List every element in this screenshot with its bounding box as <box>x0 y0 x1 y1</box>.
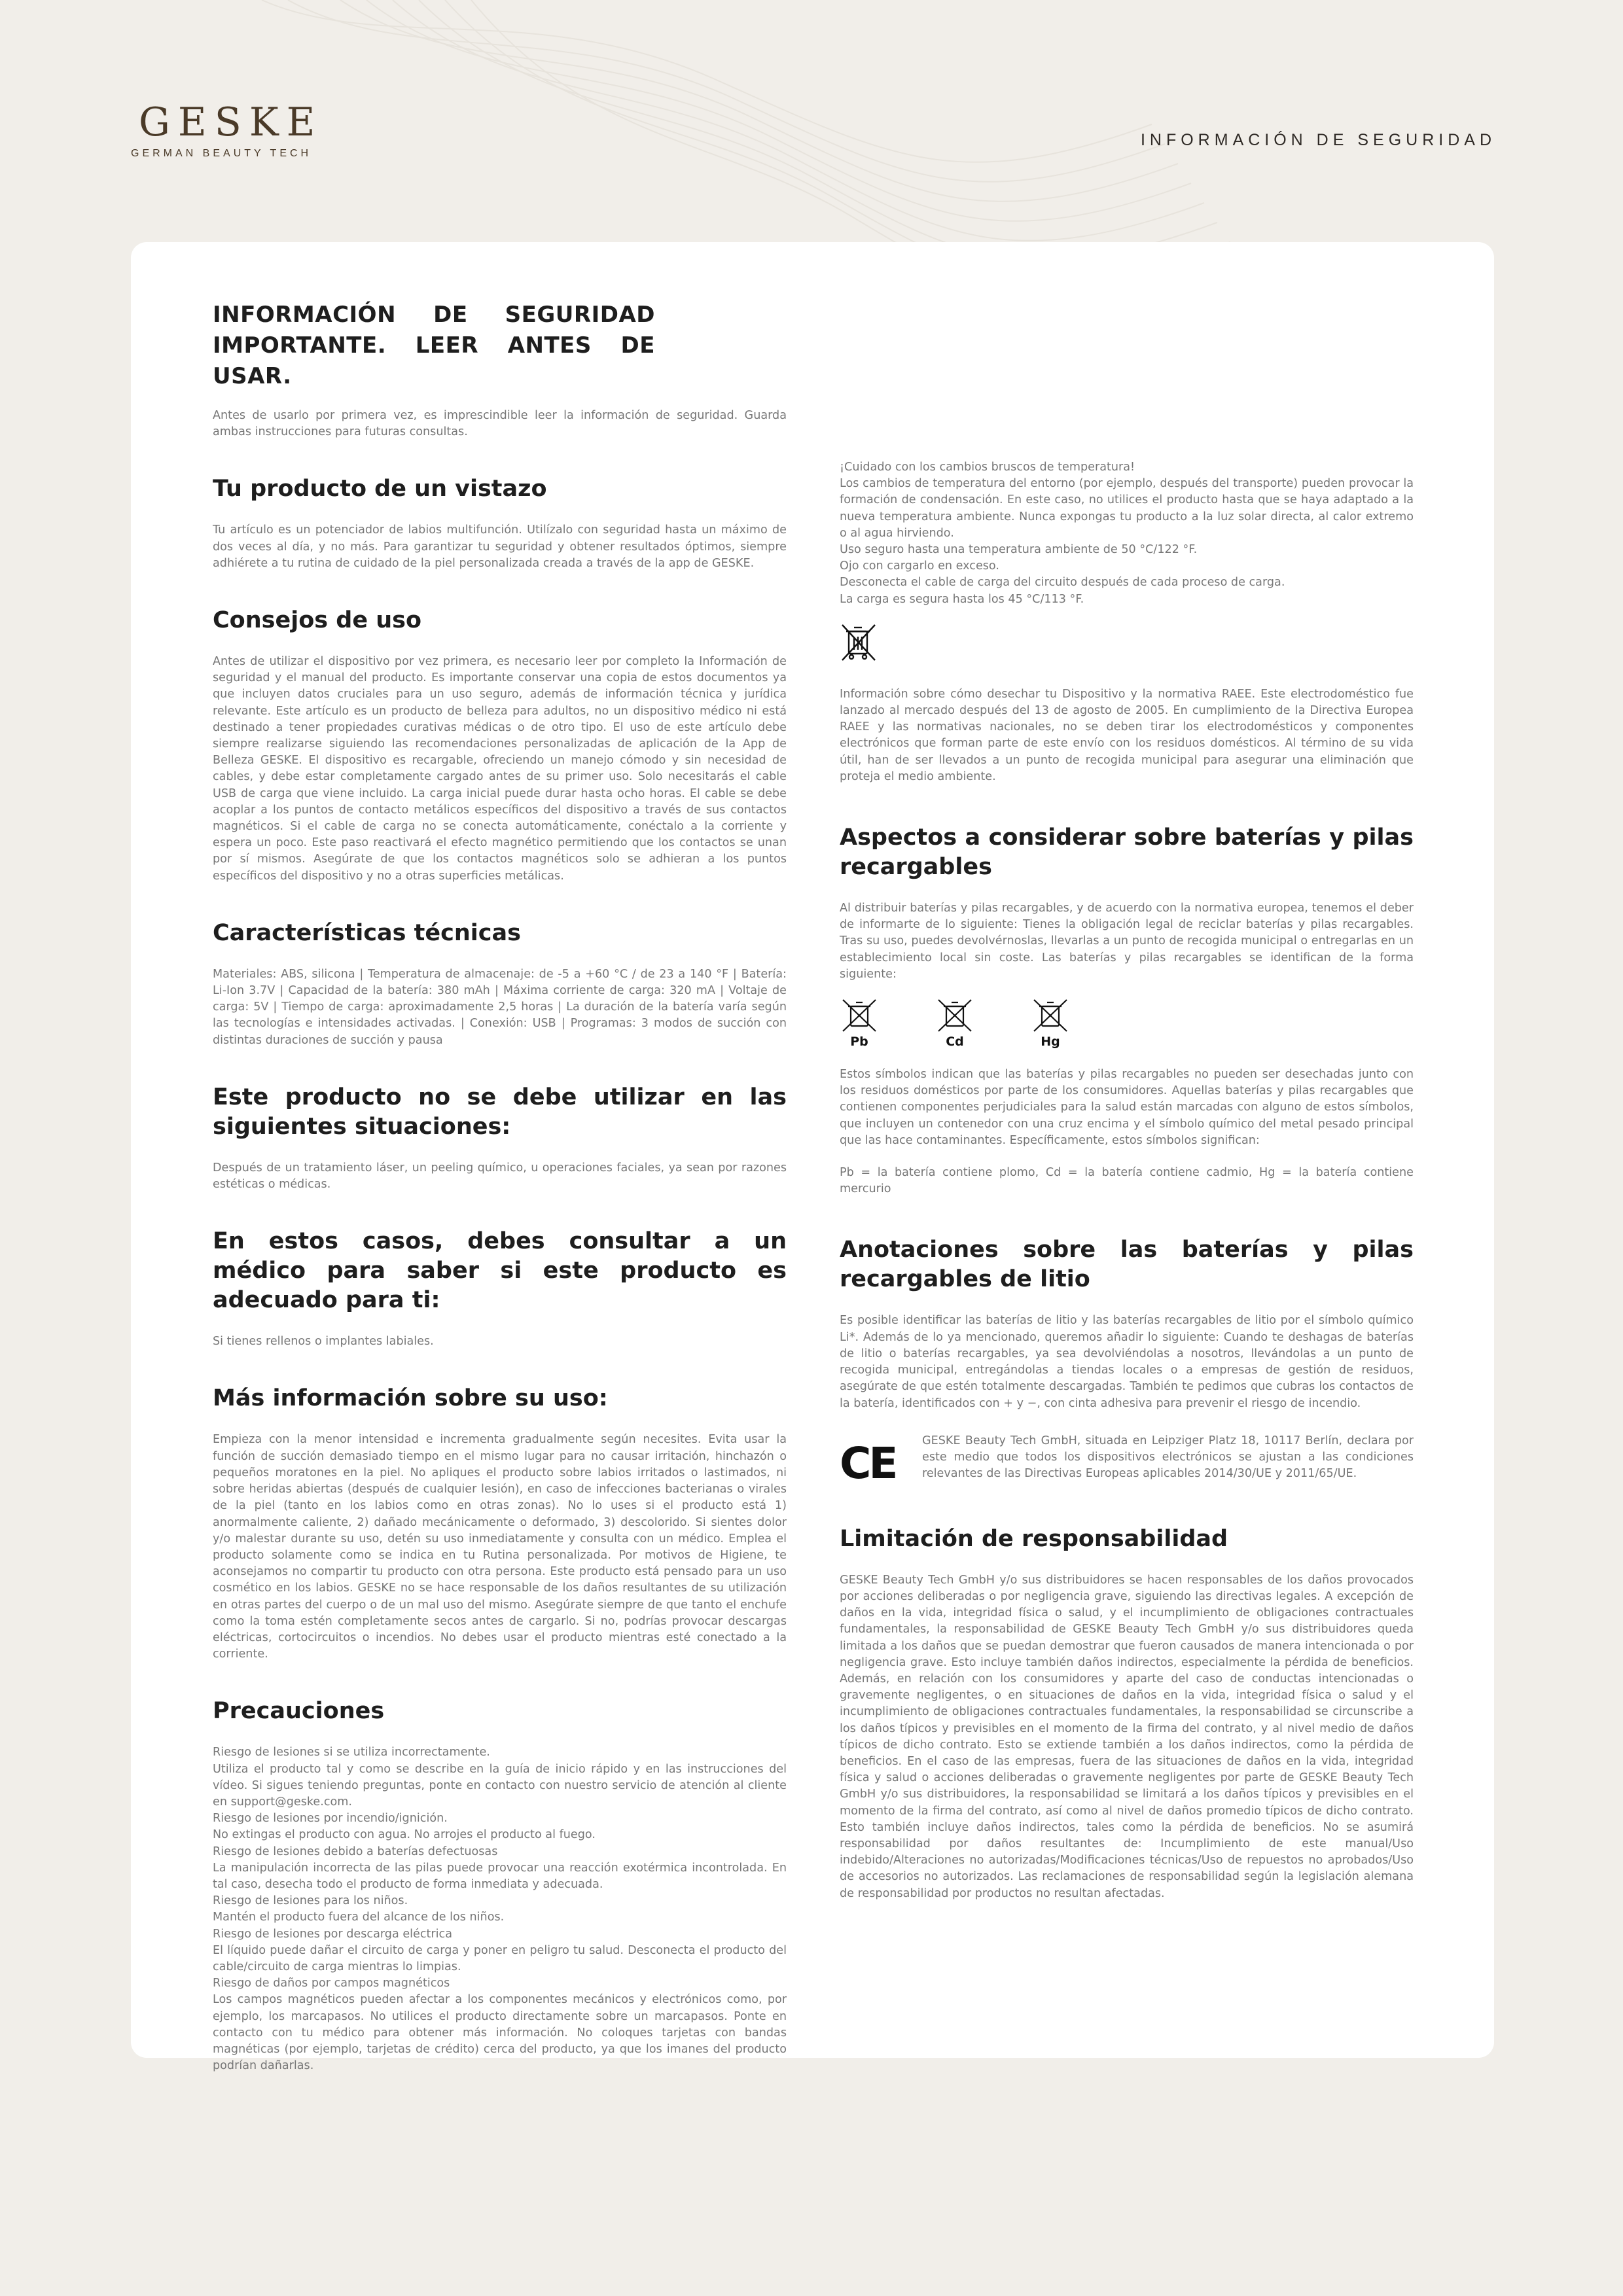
precaution-line: Riesgo de lesiones debido a baterías defectuosas <box>213 1845 498 1858</box>
intro-text: Antes de usarlo por primera vez, es imprescindible leer la información de seguridad. Guarda ambas instrucciones para futuras consultas. <box>213 409 787 439</box>
battery-symbol-label: Pb <box>850 1034 868 1050</box>
section-heading-overview: Tu producto de un vistazo <box>213 476 547 503</box>
precaution-line: Utiliza el producto tal y como se describe en la guía de inicio rápido y en las instrucciones del vídeo. Si sigues teniendo preguntas, ponte en contacto con nuestro servicio de atención al cliente en support@geske.com. <box>213 1762 787 1809</box>
section-heading-contraindications: Este producto no se debe utilizar en las siguientes situaciones: <box>213 1084 787 1140</box>
section-text-batteries-symbols: Estos símbolos indican que las baterías y pilas recargables no pueden ser desechadas junto con los residuos domésticos por parte de los consumidores. Aquellas baterías y pilas recargables que contienen componentes perjudiciales para la salud están marcadas con alguno de estos símbolos, que incluyen un contenedor con una cruz encima y el símbolo químico del metal pesado principal que las hace contaminantes. Específicamente, estos símbolos significan: <box>840 1068 1414 1147</box>
section-text-overview: Tu artículo es un potenciador de labios multifunción. Utilízalo con seguridad hasta un máximo de dos veces al día, y no más. Para garantizar tu seguridad y obtener resultados óptimos, siempre adhiérete a tu rutina de cuidado de la piel personalizada creada a través de la app de GESKE. <box>213 523 787 570</box>
battery-symbol-label: Hg <box>1041 1034 1060 1050</box>
precautions-list <box>213 1744 787 2074</box>
precaution-line: Riesgo de daños por campos magnéticos <box>213 1977 450 1990</box>
section-text-technical: Materiales: ABS, silicona | Temperatura de almacenaje: de -5 a +60 °C / de 23 a 140 °F | Batería: Li-Ion 3.7V | Capacidad de la batería: 380 mAh | Máxima corriente de carga: 320 mA | Voltaje de carga: 5V | Tiempo de carga: aproximadamente 2,5 horas | La duración de la batería varía según las tecnologías e intensidades activadas. | Conexión: USB | Programas: 3 modos de succión con distintas duraciones de succión y pausa <box>213 967 787 1047</box>
section-heading-consult-doctor: En estos casos, debes consultar a un médico para saber si este producto es adecuado para ti: <box>213 1228 787 1314</box>
crossed-bin-icon <box>1031 998 1070 1033</box>
section-text-batteries: Al distribuir baterías y pilas recargables, y de acuerdo con la normativa europea, tenemos el deber de informarte de lo siguiente: Tienes la obligación legal de reciclar baterías y pilas recargables. Tras su uso, puedes devolvérnoslas, llevarlas a un punto de recogida municipal o entregarlas en un establecimiento local sin coste. Las baterías y pilas recargables se identifican de la forma siguiente: <box>840 902 1414 981</box>
temperature-line: Los cambios de temperatura del entorno (por ejemplo, después del transporte) pueden provocar la formación de condensación. En este caso, no utilices el producto hasta que se haya adaptado a la nueva temperatura ambiente. Nunca expongas tu producto a la luz solar directa, al calor extremo o al agua hirviendo. <box>840 477 1414 540</box>
ce-declaration <box>840 1433 1414 1487</box>
brand-tagline: GERMAN BEAUTY TECH <box>131 148 312 159</box>
content-card <box>131 242 1494 2073</box>
temperature-line: La carga es segura hasta los 45 °C/113 °F. <box>840 592 1084 606</box>
brand-logo <box>131 99 323 160</box>
page-title: INFORMACIÓN DE SEGURIDAD IMPORTANTE. LEER ANTES DE USAR. <box>213 302 655 389</box>
precaution-line: Mantén el producto fuera del alcance de los niños. <box>213 1911 505 1924</box>
battery-symbol-label: Cd <box>946 1034 964 1050</box>
section-text-lithium: Es posible identificar las baterías de litio y las baterías recargables de litio por el símbolo químico Li*. Además de lo ya mencionado, queremos añadir lo siguiente: Cuando te deshagas de baterías de litio o baterías recargables, ya sea devolviéndolas a nosotros, llevándolas a un punto de recogida municipal, entregándolas a tiendas locales o a empresas de gestión de residuos, asegúrate de que estén totalmente descargadas. También te pedimos que cubras los contactos de la batería, identificados con + y −, con cinta adhesiva para prevenir el riesgo de incendio. <box>840 1314 1414 1410</box>
section-heading-lithium: Anotaciones sobre las baterías y pilas recargables de litio <box>840 1237 1414 1293</box>
precaution-line: Riesgo de lesiones por descarga eléctrica <box>213 1927 452 1941</box>
precaution-line: Riesgo de lesiones por incendio/ignición. <box>213 1812 448 1826</box>
section-heading-precautions: Precauciones <box>213 1698 385 1725</box>
section-text-usage-tips: Antes de utilizar el dispositivo por vez primera, es necesario leer por completo la Información de seguridad y el manual del producto. Es importante conservar una copia de estos documentos ya que incluyen datos cruciales para un uso seguro, además de información técnica y jurídica relevante. Este artículo es un producto de belleza para adultos, no un dispositivo médico ni está destinado a tener propiedades curativas médicas o de otro tipo. El uso de este artículo debe siempre realizarse siguiendo las recomendaciones personalizadas de aplicación de la App de Belleza GESKE. El dispositivo es recargable, ofreciendo un manejo cómodo y sin necesidad de cables, y debe estar completamente cargado antes de su primer uso. Solo necesitarás el cable USB de carga que viene incluido. La carga inicial puede durar hasta ocho horas. El cable se debe acoplar a los puntos de contacto metálicos específicos del dispositivo a través de sus contactos magnéticos. Si el cable de carga no se conecta automáticamente, conéctalo a la corriente y espera un poco. Este paso reactivará el efecto magnético permitiendo que los contactos se unan por sí mismos. Asegúrate de que los contactos magnéticos solo se adhieran a los puntos específicos del dispositivo y no a otras superficies metálicas. <box>213 655 787 883</box>
section-heading-technical: Características técnicas <box>213 919 521 946</box>
battery-symbol-hg <box>1031 998 1070 1048</box>
section-heading-liability: Limitación de responsabilidad <box>840 1525 1228 1552</box>
header-title: INFORMACIÓN DE SEGURIDAD <box>1140 131 1496 149</box>
left-column <box>213 300 787 2074</box>
section-text-liability: GESKE Beauty Tech GmbH y/o sus distribuidores se hacen responsables de los daños provocados por acciones deliberadas o por negligencia grave, siguiendo las directivas legales. A excepción de daños en la vida, integridad física o salud, y el incumplimiento de obligaciones contractuales fundamentales, la responsabilidad de GESKE Beauty Tech GmbH y/o sus distribuidores queda limitada a los daños que se puedan demostrar que fueron causados de manera intencionada o por negligencia grave. Esto incluye también daños indirectos, especialmente la pérdida de beneficios. Además, en relación con los consumidores y aparte del caso de conductas intencionadas o gravemente negligentes, o en situaciones de daños en la vida, integridad física o salud y el incumplimiento de obligaciones contractuales fundamentales, la responsabilidad se circunscribe a los daños típicos y previsibles en el momento de la firma del contrato, y al nivel medio de daños típicos de dicho contrato. Esto se extiende también a los daños indirectos, como la pérdida de beneficios. En el caso de las empresas, fuera de las situaciones de daños en la vida, integridad física y salud o acciones deliberadas o gravemente negligentes por parte de GESKE Beauty Tech GmbH y/o sus distribuidores, la responsabilidad se limitará a los daños típicos y previsibles en el momento de la firma del contrato, así como al nivel de daños promedio típicos de dicho contrato. Esto también incluye daños indirectos, tales como la pérdida de beneficios. No se asumirá responsabilidad por daños resultantes de: Incumplimiento de este manual/Uso indebido/Alteraciones no autorizadas/Modificaciones técnicas/Uso de repuestos no aprobados/Uso de accesorios no autorizados. Las reclamaciones de responsabilidad según la legislación alemana de responsabilidad por productos no resultan afectadas. <box>840 1573 1414 1900</box>
precaution-line: La manipulación incorrecta de las pilas puede provocar una reacción exotérmica incontrolada. En tal caso, desecha todo el producto de forma inmediata y adecuada. <box>213 1861 787 1891</box>
precaution-line: Riesgo de lesiones para los niños. <box>213 1894 408 1908</box>
precaution-line: No extingas el producto con agua. No arrojes el producto al fuego. <box>213 1828 596 1842</box>
crossed-bin-icon <box>840 622 878 664</box>
crossed-bin-icon <box>935 998 974 1033</box>
precaution-line: El líquido puede dañar el circuito de carga y poner en peligro tu salud. Desconecta el producto del cable/circuito de carga mientras lo limpias. <box>213 1943 787 1973</box>
battery-symbol-pb <box>840 998 879 1048</box>
section-text-more-info: Empieza con la menor intensidad e incrementa gradualmente según necesites. Evita usar la función de succión demasiado tiempo en el mismo lugar para no causar irritación, hinchazón o pequeños moratones en la piel. No apliques el producto sobre labios irritados o lastimados, ni sobre heridas abiertas (después de cualquier lesión), en caso de infecciones bacterianas o virales de la piel (tanto en los labios como en otras zonas). No lo uses si el producto está 1) anormalmente caliente, 2) dañado mecánicamente o deformado, 3) descolorido. Si sientes dolor y/o malestar durante su uso, detén su uso inmediatamente y consulta con un médico. Emplea el producto solamente como se indica en tu Rutina personalizada. Por motivos de Higiene, te aconsejamos no compartir tu producto con otra persona. Este producto está pensado para un uso cosmético en los labios. GESKE no se hace responsable de los daños resultantes de su utilización en otras partes del cuerpo o de un mal uso del mismo. Asegúrate siempre de que tanto el enchufe como la toma estén completamente secos antes de cargarlo. Si no, podrías provocar descargas eléctricas, cortocircuitos o incendios. No debes usar el producto mientras esté conectado a la corriente. <box>213 1433 787 1661</box>
section-text-batteries-meaning: Pb = la batería contiene plomo, Cd = la batería contiene cadmio, Hg = la batería contiene mercurio <box>840 1166 1414 1196</box>
precaution-line: Los campos magnéticos pueden afectar a los componentes mecánicos y electrónicos como, por ejemplo, los marcapasos. No utilices el producto directamente sobre un marcapasos. Ponte en contacto con tu médico para obtener más información. No coloques tarjetas con bandas magnéticas (por ejemplo, tarjetas de crédito) cerca del producto, ya que los imanes del producto podrían dañarlas. <box>213 1993 787 2073</box>
section-heading-batteries: Aspectos a considerar sobre baterías y pilas recargables <box>840 824 1414 881</box>
section-heading-more-info: Más información sobre su uso: <box>213 1385 608 1412</box>
right-column <box>840 459 1414 1902</box>
ce-text: GESKE Beauty Tech GmbH, situada en Leipziger Platz 18, 10117 Berlín, declara por este medio que todos los dispositivos electrónicos se ajustan a las condiciones relevantes de las Directivas Europeas aplicables 2014/30/UE y 2011/65/UE. <box>922 1434 1414 1481</box>
temperature-line: Uso seguro hasta una temperatura ambiente de 50 °C/122 °F. <box>840 543 1198 557</box>
weee-text: Información sobre cómo desechar tu Dispositivo y la normativa RAEE. Este electrodoméstico fue lanzado al mercado después del 13 de agosto de 2005. En cumplimiento de la Directiva Europea RAEE y las normativas nacionales, no se deben tirar los electrodomésticos y componentes electrónicos que forman parte de este envío con los residuos domésticos. Al término de su vida útil, han de ser llevados a un punto de recogida municipal para asegurar una eliminación que proteja el medio ambiente. <box>840 687 1414 783</box>
crossed-bin-icon <box>840 998 879 1033</box>
temperature-notes <box>840 459 1414 608</box>
temperature-line: ¡Cuidado con los cambios bruscos de temperatura! <box>840 461 1135 474</box>
precaution-line: Riesgo de lesiones si se utiliza incorrectamente. <box>213 1746 490 1759</box>
temperature-line: Desconecta el cable de carga del circuito después de cada proceso de carga. <box>840 576 1285 590</box>
section-heading-usage-tips: Consejos de uso <box>213 607 422 634</box>
temperature-line: Ojo con cargarlo en exceso. <box>840 559 999 573</box>
battery-symbols <box>840 998 1414 1048</box>
battery-symbol-cd <box>935 998 974 1048</box>
section-text-contraindications: Después de un tratamiento láser, un peeling químico, u operaciones faciales, ya sean por razones estéticas o médicas. <box>213 1161 787 1192</box>
brand-name: GESKE <box>139 99 323 145</box>
ce-mark-icon: CE <box>840 1438 896 1489</box>
section-text-consult-doctor: Si tienes rellenos o implantes labiales. <box>213 1335 434 1349</box>
